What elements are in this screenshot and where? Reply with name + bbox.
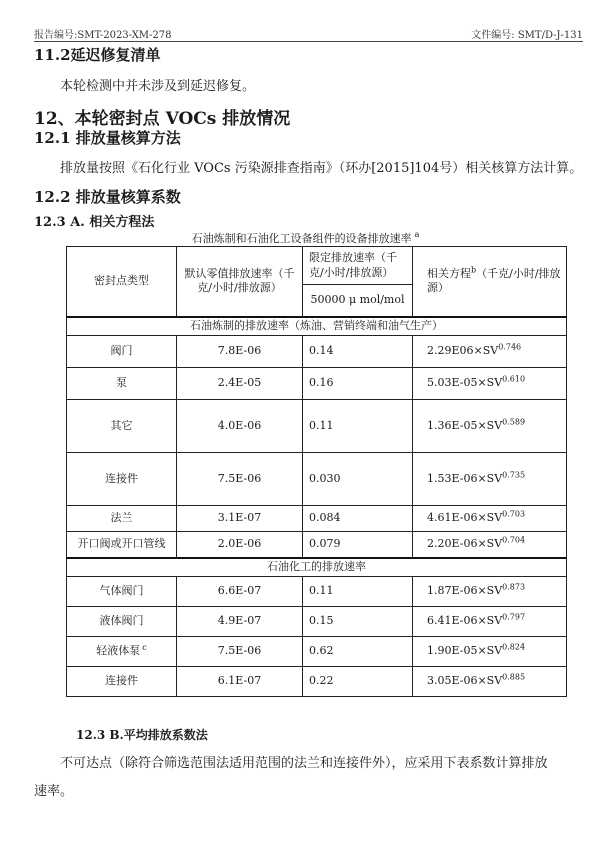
emission-rate-table — [66, 246, 567, 697]
section-12-3a-title: 12.3 A. 相关方程法 — [34, 215, 155, 230]
section-chemical: 石油化工的排放速率 — [67, 558, 567, 577]
table-caption: 石油炼制和石油化工设备组件的设备排放速率 $^a$ — [191, 230, 420, 245]
section-11-2-text: 本轮检测中并未涉及到延迟修复。 — [60, 79, 256, 94]
table-row: 连接件 7.5E-06 0.030 $1.53E-06\times SV^{0.735}$ — [67, 453, 567, 506]
file-number: 文件编号: SMT/D-J-131 — [471, 30, 583, 41]
table-row: 法兰 3.1E-07 0.084 $4.61E-06\times SV^{0.703}$ — [67, 506, 567, 532]
section-11-2-title: 11.2延迟修复清单 — [34, 46, 161, 64]
header-default-rate: 默认零值排放速率（千克/小时/排放源） — [177, 247, 303, 317]
header-equation: 相关方程$^b$（千克/小时/排放源） — [413, 247, 567, 317]
header-limit-sub: 50000 μ mol/mol — [303, 285, 413, 317]
header-seal-type: 密封点类型 — [67, 247, 177, 317]
header-limit-rate: 限定排放速率（千克/小时/排放源） — [303, 247, 413, 285]
section-12-3b-text-line1: 不可达点（除符合筛选范围法适用范围的法兰和连接件外），应采用下表系数计算排放 — [60, 756, 548, 771]
table-row: 阀门 7.8E-06 0.14 $2.29E06\times SV^{0.746}$ — [67, 336, 567, 368]
section-12-title: 12、本轮密封点 VOCs 排放情况 — [34, 109, 291, 129]
section-refining: 石油炼制的排放速率（炼油、营销终端和油气生产） — [67, 317, 567, 336]
table-row: 气体阀门 6.6E-07 0.11 $1.87E-06\times SV^{0.873}$ — [67, 577, 567, 607]
section-12-3b-text-line2: 速率。 — [34, 784, 74, 799]
table-row: 开口阀或开口管线 2.0E-06 0.079 $2.20E-06\times SV^{0.704}$ — [67, 532, 567, 558]
table-row: 连接件 6.1E-07 0.22 $3.05E-06\times SV^{0.885}$ — [67, 667, 567, 697]
section-12-1-title: 12.1 排放量核算方法 — [34, 129, 181, 147]
header-divider — [34, 41, 583, 42]
table-row: 泵 2.4E-05 0.16 $5.03E-05\times SV^{0.610}$ — [67, 368, 567, 400]
section-12-1-text: 排放量按照《石化行业 VOCs 污染源排查指南》（环办[2015]104号）相关核算方法计算。 — [60, 161, 583, 176]
table-row: 轻液体泵 $^c$ 7.5E-06 0.62 $1.90E-05\times SV^{0.824}$ — [67, 637, 567, 667]
report-number: 报告编号:SMT-2023-XM-278 — [34, 30, 172, 41]
section-12-2-title: 12.2 排放量核算系数 — [34, 188, 181, 206]
table-row: 其它 4.0E-06 0.11 $1.36E-05\times SV^{0.589}$ — [67, 400, 567, 453]
table-row: 液体阀门 4.9E-07 0.15 $6.41E-06\times SV^{0.797}$ — [67, 607, 567, 637]
section-12-3b-title: 12.3 B.平均排放系数法 — [76, 728, 208, 742]
